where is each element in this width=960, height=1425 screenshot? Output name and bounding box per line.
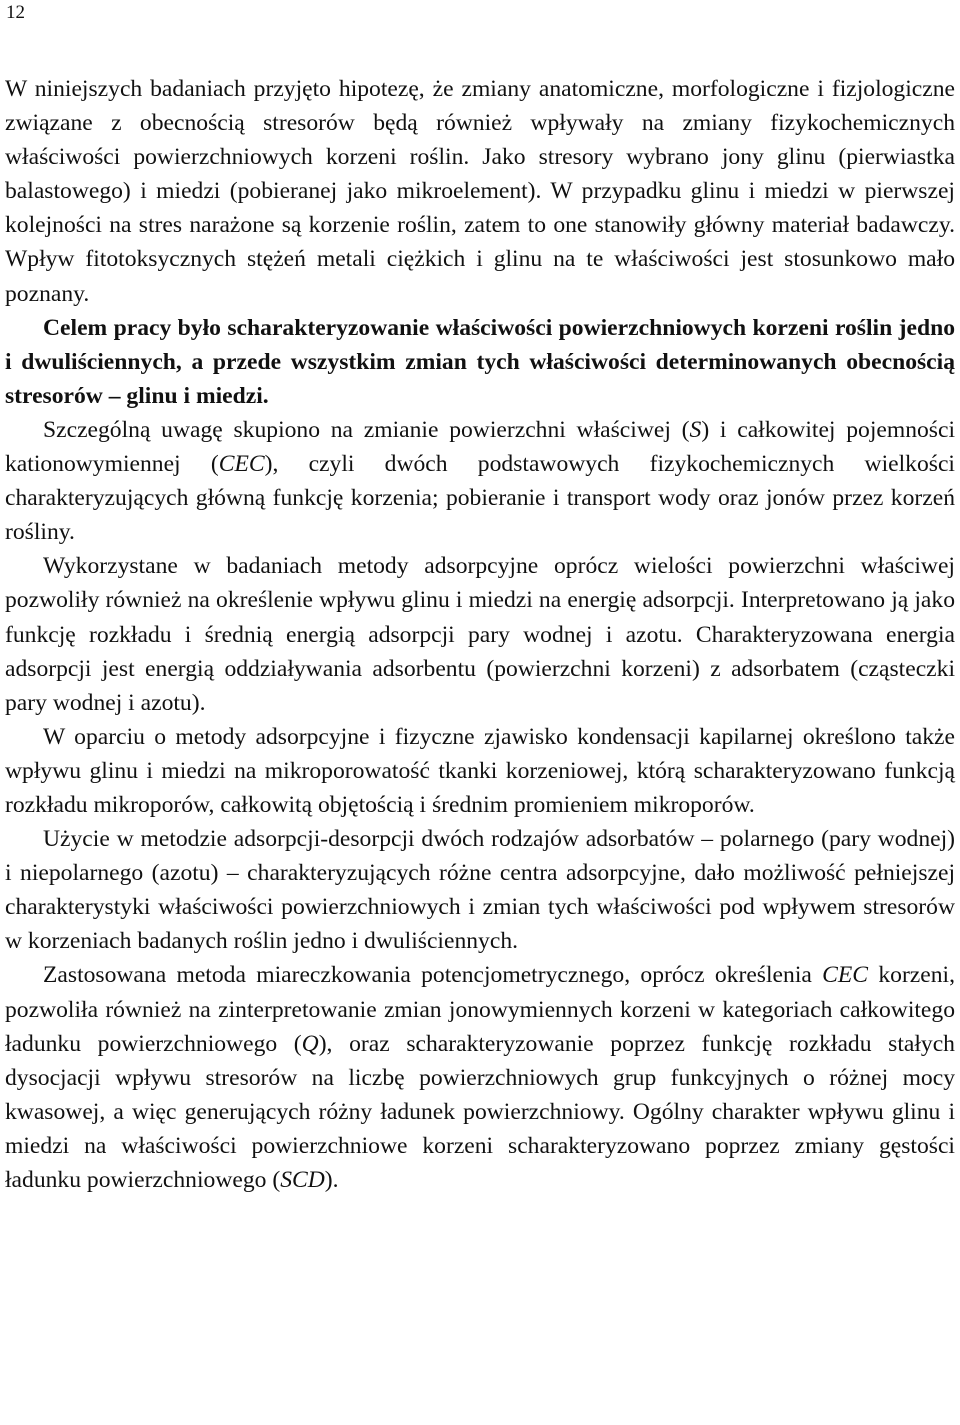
italic-symbol: Q	[301, 1030, 319, 1057]
text-run: W oparciu o metody adsorpcyjne i fizyczne zjawisko kondensacji kapilarnej określono także wpływu glinu i miedzi na mikroporowatość tkanki korzeniowej, którą scharakteryzowano funkcją rozkładu mikroporów, całkowitą objętością i średnim promieniem mikroporów.	[5, 723, 955, 818]
text-run: Wykorzystane w badaniach metody adsorpcyjne oprócz wielości powierzchni właściwej pozwoliły również na określenie wpływu glinu i miedzi na energię adsorpcji. Interpretowano ją jako funkcję rozkładu i średnią energią adsorpcji pary wodnej i azotu. Charakteryzowana energia adsorpcji jest energią oddziaływania adsorbentu (powierzchni korzeni) z adsorbatem (cząsteczki pary wodnej i azotu).	[5, 553, 955, 716]
italic-symbol: CEC	[218, 451, 265, 478]
paragraph	[5, 413, 955, 549]
text-run: ) i całkowitej pojemności kationowymiennej (	[5, 416, 956, 478]
paragraph	[5, 822, 955, 958]
body-text	[5, 72, 955, 1197]
bold-text: Celem pracy było scharakteryzowanie właściwości powierzchniowych korzeni roślin jedno i dwuliściennych, a przede wszystkim zmian tych właściwości determinowanych obecnością stresorów – glinu i miedzi.	[5, 314, 955, 409]
paragraph	[5, 311, 955, 413]
text-run: W niniejszych badaniach przyjęto hipotezę, że zmiany anatomiczne, morfologiczne i fizjologiczne związane z obecnością stresorów będą również wpływały na zmiany fizykochemicznych właściwości powierzchniowych korzeni roślin. Jako stresory wybrano jony glinu (pierwiastka balastowego) i miedzi (pobieranej jako mikroelement). W przypadku glinu i miedzi w pierwszej kolejności na stres narażone są korzenie roślin, zatem to one stanowiły główny materiał badawczy. Wpływ fitotoksycznych stężeń metali ciężkich i glinu na te właściwości jest stosunkowo mało poznany.	[5, 76, 955, 307]
italic-symbol: SCD	[280, 1167, 325, 1193]
page-number: 12	[6, 2, 25, 23]
text-run: ), oraz scharakteryzowanie poprzez funkcję rozkładu stałych dysocjacji wpływu stresorów na liczbę powierzchniowych grup funkcyjnych o różnej mocy kwasowej, a więc generujących różny ładunek powierzchniowy. Ogólny charakter wpływu glinu i miedzi na właściwości powierzchniowe korzeni scharakteryzowano poprzez zmiany gęstości ładunku powierzchniowego (	[5, 1030, 955, 1193]
text-run: ).	[324, 1167, 339, 1193]
italic-symbol: S	[689, 416, 702, 443]
text-run: Użycie w metodzie adsorpcji-desorpcji dwóch rodzajów adsorbatów – polarnego (pary wodnej) i niepolarnego (azotu) – charakteryzujących różne centra adsorpcyjne, dało możliwość pełniejszej charakterystyki właściwości powierzchniowych i zmian tych właściwości pod wpływem stresorów w korzeniach badanych roślin jedno i dwuliściennych.	[5, 826, 955, 955]
text-run: Szczególną uwagę skupiono na zmianie powierzchni właściwej (	[43, 416, 690, 443]
text-run: korzeni, pozwoliła również na zinterpretowanie zmian jonowymiennych korzeni w kategoriach całkowitego ładunku powierzchniowego (	[5, 962, 955, 1057]
paragraph	[5, 72, 955, 311]
paragraph	[5, 958, 955, 1197]
paragraph	[5, 720, 955, 822]
text-run: Zastosowana metoda miareczkowania potencjometrycznego, oprócz określenia	[43, 962, 823, 989]
text-run: ), czyli dwóch podstawowych fizykochemicznych wielkości charakteryzujących główną funkcję korzenia; pobieranie i transport wody oraz jonów przez korzeń rośliny.	[5, 451, 955, 546]
paragraph	[5, 549, 955, 719]
italic-symbol: CEC	[822, 962, 869, 989]
